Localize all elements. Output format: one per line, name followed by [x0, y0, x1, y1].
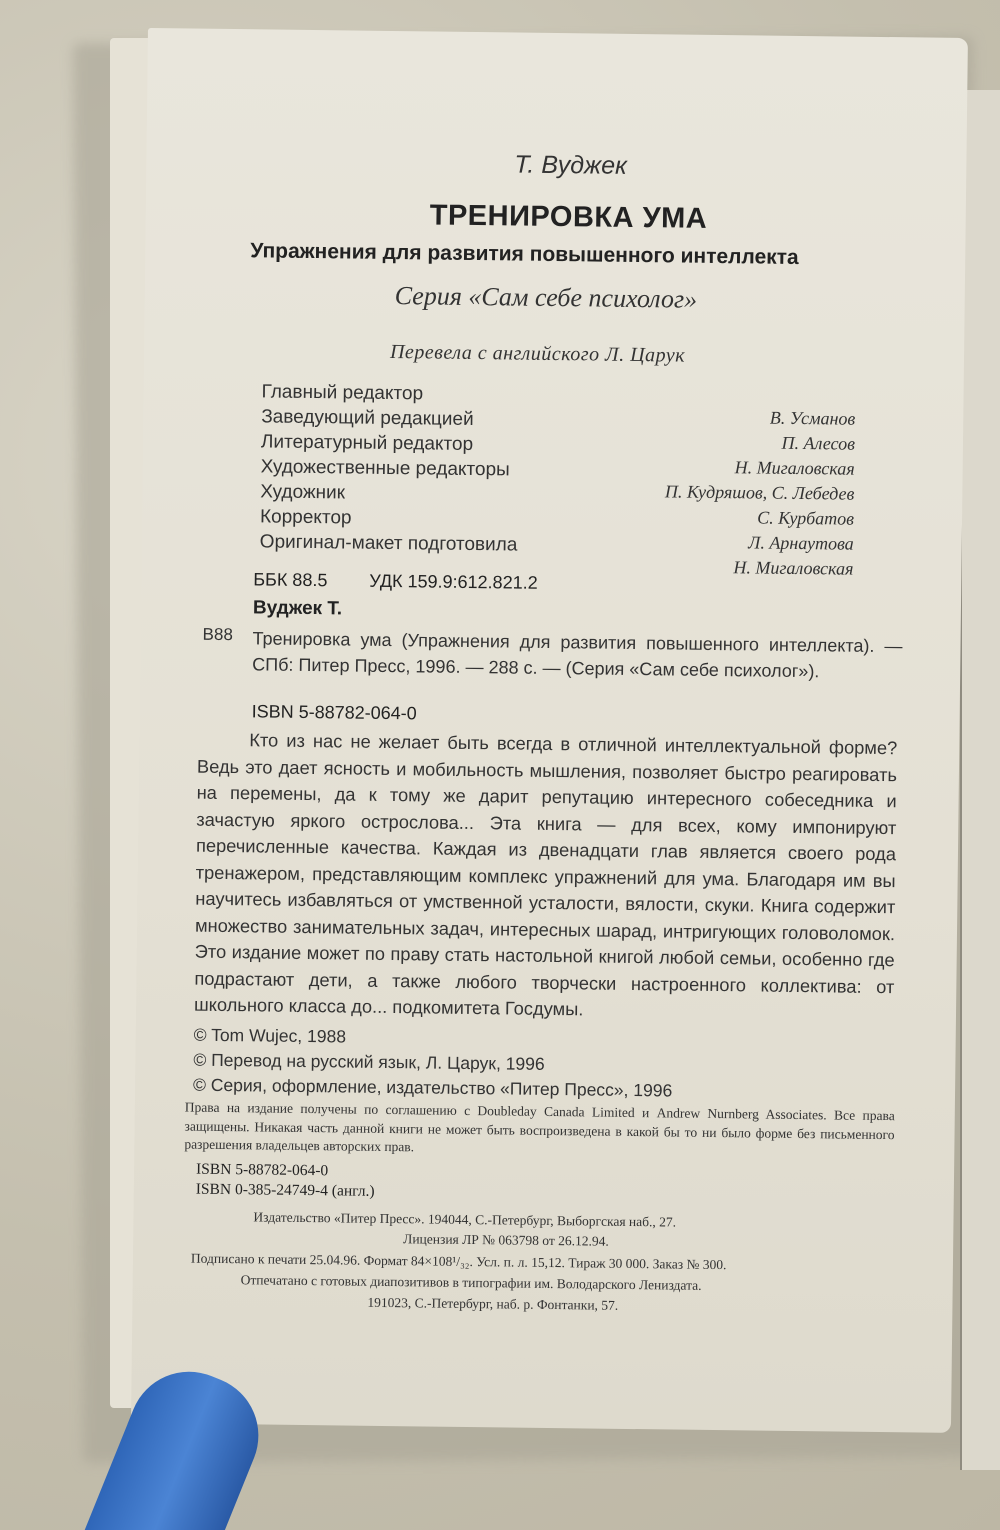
rights-notice: Права на издание получены по соглашению с Doubleday Canada Limited и Andrew Nurnberg Associates. Все права защищены. Никакая часть данной книги не может быть воспроизведена в какой бы то ни было форме без письменного разрешения владельцев авторских прав. — [184, 1099, 895, 1155]
annotation-text: Кто из нас не желает быть всегда в отличной интеллектуальной форме? Ведь это дает ясность и мобильность мышления, позволяет быстро реагировать на перемены, да к тому же дарит репутацию интересного собеседника и зачастую яркого острослова... Эта книга — для всех, кому импонируют перечисленные качества. Каждая из двенадцати глав является своего рода тренажером, представляющим комплекс упражнений для ума. Благодаря им вы научитесь избавляться от умственной усталости, вялости, скуки. Книга содержит множество занимательных задач, интересных шарад, интригующих головоломок. Это издание может по праву стать настольной книгой любой семьи, особенно где подрастают дети, а также любого творчески настроенного коллектива: от школьного класса до... подкомитета Госдумы. — [193, 729, 898, 1020]
credit-name: Н. Мигаловская — [734, 457, 855, 479]
copyright-line: © Tom Wujec, 1988 — [193, 1024, 347, 1047]
credit-name: В. Усманов — [769, 407, 856, 429]
bibliographic-record: Тренировка ума (Упражнения для развития повышенного интеллекта). — СПб: Питер Пресс, 1996. — 288 с. — (Серия «Сам себе психолог»). — [252, 628, 903, 682]
book-page — [131, 28, 968, 1433]
catalog-author: Вуджек Т. — [252, 597, 343, 620]
copyright-line: © Перевод на русский язык, Л. Царук, 1996 — [193, 1049, 545, 1074]
credit-role: Заведующий редакцией — [261, 406, 474, 431]
credit-role: Художественные редакторы — [260, 456, 510, 481]
isbn-main: ISBN 5-88782-064-0 — [251, 701, 417, 724]
credit-role: Оригинал-макет подготовила — [259, 531, 518, 556]
imprint-line: 191023, С.-Петербург, наб. р. Фонтанки, 57. — [367, 1294, 619, 1313]
book-subtitle: Упражнения для развития повышенного интеллекта — [250, 239, 799, 269]
imprint-line: Лицензия ЛР № 063798 от 26.12.94. — [403, 1231, 609, 1249]
translator-line: Перевела с английского Л. Царук — [389, 340, 686, 367]
bbk-code: ББК 88.5 — [253, 569, 328, 591]
credit-role: Корректор — [259, 506, 352, 529]
catalog-cipher: В88 — [202, 624, 233, 645]
credit-role: Главный редактор — [261, 381, 424, 405]
isbn-line: ISBN 0-385-24749-4 (англ.) — [195, 1180, 375, 1200]
imprint-line: Отпечатано с готовых диапозитивов в типографии им. Володарского Лениздата. — [240, 1272, 702, 1293]
credit-role: Литературный редактор — [260, 431, 474, 456]
imprint-line: Подписано к печати 25.04.96. Формат 84×108¹/₃₂. Усл. п. л. 15,12. Тираж 30 000. Заказ № 300. — [190, 1250, 727, 1273]
udk-code: УДК 159.9:612.821.2 — [369, 570, 538, 593]
credit-role: Художник — [260, 481, 346, 504]
copyright-line: © Серия, оформление, издательство «Питер Пресс», 1996 — [192, 1074, 673, 1101]
facing-page-edge — [960, 90, 1000, 1470]
author-name: Т. Вуджек — [514, 150, 628, 180]
book-title: ТРЕНИРОВКА УМА — [429, 199, 708, 235]
series-name: Серия «Сам себе психолог» — [394, 281, 698, 314]
imprint-line: Издательство «Питер Пресс». 194044, С.-Петербург, Выборгская наб., 27. — [253, 1209, 677, 1230]
credit-name: Л. Арнаутова — [748, 532, 854, 554]
credit-name: Н. Мигаловская — [733, 557, 854, 579]
credit-name: П. Алесов — [781, 432, 856, 454]
isbn-line: ISBN 5-88782-064-0 — [195, 1160, 329, 1180]
credit-name: П. Кудряшов, С. Лебедев — [664, 481, 855, 504]
credit-name: С. Курбатов — [757, 507, 855, 529]
